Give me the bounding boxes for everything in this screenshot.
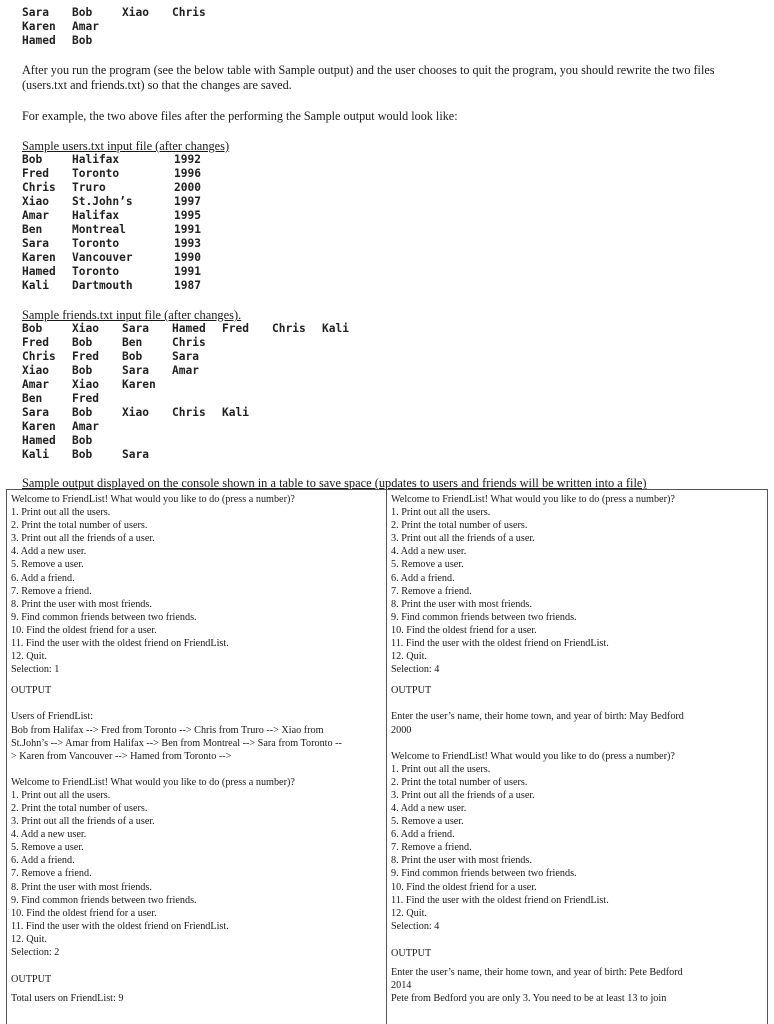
selection-text: Selection: 2 — [11, 947, 60, 958]
menu-option: 2. Print the total number of users. — [391, 520, 528, 532]
friends-tail-row — [22, 20, 222, 34]
menu-option: 11. Find the user with the oldest friend on FriendList. — [391, 638, 609, 650]
menu-option: 5. Remove a user. — [391, 559, 464, 571]
menu-options — [391, 506, 763, 663]
friend-row — [22, 364, 372, 378]
menu-option: 10. Find the oldest friend for a user. — [391, 624, 537, 636]
friend-row — [22, 378, 372, 392]
table-cell: Amar — [72, 420, 99, 433]
table-cell: Montreal — [72, 223, 126, 236]
total-users-text: Total users on FriendList: 9 — [11, 993, 124, 1005]
table-cell: Halifax — [72, 209, 120, 222]
table-cell: Hamed — [172, 322, 206, 335]
output-label: OUTPUT — [11, 974, 52, 986]
name-cell: Bob — [72, 6, 93, 19]
menu-option: 1. Print out all the users. — [391, 507, 491, 519]
friend-row — [22, 350, 372, 364]
menu-options — [11, 789, 382, 946]
table-cell: Chris — [272, 322, 306, 335]
user-row — [22, 167, 224, 181]
menu-option: 8. Print the user with most friends. — [11, 881, 152, 893]
table-cell: Sara — [122, 364, 149, 377]
table-cell: 1993 — [174, 237, 201, 250]
table-cell: St.John’s — [72, 195, 133, 208]
users-title: Users of FriendList: — [11, 711, 94, 723]
table-cell: Sara — [22, 406, 49, 419]
friend-row — [22, 392, 372, 406]
table-cell: Dartmouth — [72, 279, 133, 292]
intro-paragraph: After you run the program (see the below table with Sample output) and the user chooses to quit the program, you should rewrite the two files (users.txt and friends.txt) so that the changes are saved. — [22, 63, 715, 92]
table-cell: Karen — [22, 251, 56, 264]
table-cell: Sara — [122, 322, 149, 335]
table-cell: Bob — [72, 434, 93, 447]
menu-option: 7. Remove a friend. — [391, 585, 472, 597]
table-cell: Kali — [222, 406, 249, 419]
menu-welcome: Welcome to FriendList! What would you like to do (press a number)? — [11, 494, 295, 505]
menu-option: 9. Find common friends between two friends. — [11, 894, 197, 906]
table-cell: Fred — [222, 322, 249, 335]
enter-user-line: 2014 — [391, 980, 412, 992]
table-cell: Sara — [172, 350, 199, 363]
table-cell: 1991 — [174, 223, 201, 236]
selection-text: Selection: 4 — [391, 664, 440, 676]
menu-option: 11. Find the user with the oldest friend on FriendList. — [11, 920, 229, 932]
table-cell: Xiao — [122, 406, 149, 419]
menu-option: 4. Add a new user. — [391, 802, 467, 814]
menu-option: 12. Quit. — [11, 933, 47, 945]
table-cell: Bob — [22, 153, 43, 166]
friend-row — [22, 420, 372, 434]
users-list-line: > Karen from Vancouver --> Hamed from Toronto --> — [11, 750, 232, 762]
menu-option: 7. Remove a friend. — [11, 585, 92, 597]
table-cell: Bob — [72, 406, 93, 419]
table-cell: Toronto — [72, 167, 120, 180]
menu-option: 8. Print the user with most friends. — [391, 598, 532, 610]
menu-option: 3. Print out all the friends of a user. — [11, 816, 155, 828]
example-paragraph: For example, the two above files after the performing the Sample output would look like: — [22, 109, 458, 123]
table-cell: 1997 — [174, 195, 201, 208]
table-cell: 1996 — [174, 167, 201, 180]
menu-option: 5. Remove a user. — [11, 842, 84, 854]
table-cell: Amar — [22, 209, 49, 222]
table-cell: Fred — [22, 336, 49, 349]
table-cell: Kali — [322, 322, 349, 335]
table-cell: Truro — [72, 181, 106, 194]
menu-options — [391, 763, 763, 920]
menu-option: 7. Remove a friend. — [11, 868, 92, 880]
menu-option: 12. Quit. — [391, 907, 427, 919]
friends-heading: Sample friends.txt input file (after changes). — [22, 308, 242, 322]
friends-tail-row — [22, 34, 222, 48]
menu-option: 10. Find the oldest friend for a user. — [391, 881, 537, 893]
table-cell: Bob — [72, 336, 93, 349]
menu-option: 1. Print out all the users. — [391, 763, 491, 775]
right-column — [387, 490, 767, 1024]
menu-option: 12. Quit. — [11, 651, 47, 663]
table-cell: Fred — [72, 392, 99, 405]
name-cell: Sara — [22, 6, 49, 19]
output-label: OUTPUT — [391, 685, 432, 697]
users-list-line: St.John’s --> Amar from Halifax --> Ben from Montreal --> Sara from Toronto -- — [11, 737, 342, 749]
friends-tail-block — [22, 6, 222, 48]
menu-option: 8. Print the user with most friends. — [391, 855, 532, 867]
menu-option: 10. Find the oldest friend for a user. — [11, 624, 157, 636]
menu-option: 5. Remove a user. — [391, 816, 464, 828]
menu-option: 4. Add a new user. — [11, 546, 87, 558]
menu-option: 7. Remove a friend. — [391, 842, 472, 854]
table-cell: 1991 — [174, 265, 201, 278]
users-heading: Sample users.txt input file (after changes) — [22, 139, 230, 153]
table-cell: Sara — [22, 237, 49, 250]
menu-welcome: Welcome to FriendList! What would you like to do (press a number)? — [391, 494, 675, 505]
enter-user-line: Enter the user’s name, their home town, and year of birth: May Bedford — [391, 711, 684, 723]
table-cell: 1990 — [174, 251, 201, 264]
menu-option: 2. Print the total number of users. — [11, 802, 148, 814]
user-row — [22, 279, 224, 293]
enter-user-line: Pete from Bedford you are only 3. You need to be at least 13 to join — [391, 993, 667, 1005]
output-heading: Sample output displayed on the console shown in a table to save space (updates to users and friends will be written into a file) — [22, 476, 647, 490]
user-row — [22, 181, 224, 195]
menu-option: 10. Find the oldest friend for a user. — [11, 907, 157, 919]
table-cell: Xiao — [22, 364, 49, 377]
table-cell: Toronto — [72, 265, 120, 278]
menu-option: 4. Add a new user. — [11, 829, 87, 841]
table-cell: Xiao — [22, 195, 49, 208]
table-cell: Xiao — [72, 322, 99, 335]
user-row — [22, 209, 224, 223]
user-row — [22, 195, 224, 209]
friend-row — [22, 448, 372, 462]
table-cell: Chris — [22, 350, 56, 363]
table-cell: Bob — [22, 322, 43, 335]
menu-option: 9. Find common friends between two friends. — [11, 611, 197, 623]
sample-output-table — [6, 489, 768, 1024]
menu-option: 3. Print out all the friends of a user. — [391, 533, 535, 545]
menu-option: 6. Add a friend. — [11, 572, 75, 584]
friend-row — [22, 322, 372, 336]
table-cell: 1995 — [174, 209, 201, 222]
user-row — [22, 237, 224, 251]
left-column — [7, 490, 387, 1024]
user-row — [22, 153, 224, 167]
menu-option: 4. Add a new user. — [391, 546, 467, 558]
table-cell: Chris — [172, 336, 206, 349]
table-cell: 2000 — [174, 181, 201, 194]
selection-text: Selection: 4 — [391, 920, 440, 932]
table-cell: 1992 — [174, 153, 201, 166]
table-cell: Bob — [122, 350, 143, 363]
friend-row — [22, 434, 372, 448]
name-cell: Amar — [72, 20, 99, 33]
users-table — [22, 153, 224, 293]
user-row — [22, 251, 224, 265]
users-list-line: Bob from Halifax --> Fred from Toronto --> Chris from Truro --> Xiao from — [11, 724, 324, 736]
selection-text: Selection: 1 — [11, 664, 60, 676]
menu-option: 2. Print the total number of users. — [391, 776, 528, 788]
table-cell: Fred — [22, 167, 49, 180]
menu-welcome: Welcome to FriendList! What would you like to do (press a number)? — [391, 750, 675, 762]
table-cell: Karen — [122, 378, 156, 391]
table-cell: Vancouver — [72, 251, 133, 264]
name-cell: Xiao — [122, 6, 149, 19]
friend-row — [22, 336, 372, 350]
table-cell: Karen — [22, 420, 56, 433]
menu-option: 9. Find common friends between two friends. — [391, 611, 577, 623]
table-cell: Amar — [22, 378, 49, 391]
menu-option: 11. Find the user with the oldest friend on FriendList. — [391, 894, 609, 906]
menu-welcome: Welcome to FriendList! What would you like to do (press a number)? — [11, 776, 295, 788]
menu-option: 6. Add a friend. — [391, 572, 455, 584]
friends-table — [22, 322, 372, 462]
menu-option: 2. Print the total number of users. — [11, 520, 148, 532]
menu-options — [11, 506, 382, 663]
table-cell: Kali — [22, 279, 49, 292]
menu-option: 3. Print out all the friends of a user. — [391, 789, 535, 801]
menu-option: 8. Print the user with most friends. — [11, 598, 152, 610]
table-cell: Kali — [22, 448, 49, 461]
table-cell: Halifax — [72, 153, 120, 166]
table-cell: Xiao — [72, 378, 99, 391]
table-cell: Sara — [122, 448, 149, 461]
enter-user-line: 2000 — [391, 724, 412, 736]
table-cell: Amar — [172, 364, 199, 377]
menu-option: 9. Find common friends between two friends. — [391, 868, 577, 880]
name-cell: Bob — [72, 34, 93, 47]
output-label: OUTPUT — [11, 685, 52, 697]
table-cell: Hamed — [22, 265, 56, 278]
menu-option: 1. Print out all the users. — [11, 507, 111, 519]
table-cell: 1987 — [174, 279, 201, 292]
table-cell: Hamed — [22, 434, 56, 447]
name-cell: Chris — [172, 6, 206, 19]
enter-user-line: Enter the user’s name, their home town, and year of birth: Pete Bedford — [391, 967, 683, 978]
name-cell: Hamed — [22, 34, 56, 47]
user-row — [22, 223, 224, 237]
table-cell: Ben — [22, 223, 43, 236]
table-cell: Chris — [172, 406, 206, 419]
menu-option: 12. Quit. — [391, 651, 427, 663]
table-cell: Ben — [22, 392, 43, 405]
table-cell: Ben — [122, 336, 143, 349]
menu-option: 1. Print out all the users. — [11, 789, 111, 801]
menu-option: 3. Print out all the friends of a user. — [11, 533, 155, 545]
user-row — [22, 265, 224, 279]
table-cell: Toronto — [72, 237, 120, 250]
menu-option: 5. Remove a user. — [11, 559, 84, 571]
table-cell: Bob — [72, 364, 93, 377]
output-label: OUTPUT — [391, 947, 432, 959]
menu-option: 6. Add a friend. — [11, 855, 75, 867]
table-cell: Chris — [22, 181, 56, 194]
table-cell: Fred — [72, 350, 99, 363]
menu-option: 6. Add a friend. — [391, 829, 455, 841]
table-cell: Bob — [72, 448, 93, 461]
name-cell: Karen — [22, 20, 56, 33]
menu-option: 11. Find the user with the oldest friend on FriendList. — [11, 638, 229, 650]
friend-row — [22, 406, 372, 420]
friends-tail-row — [22, 6, 222, 20]
